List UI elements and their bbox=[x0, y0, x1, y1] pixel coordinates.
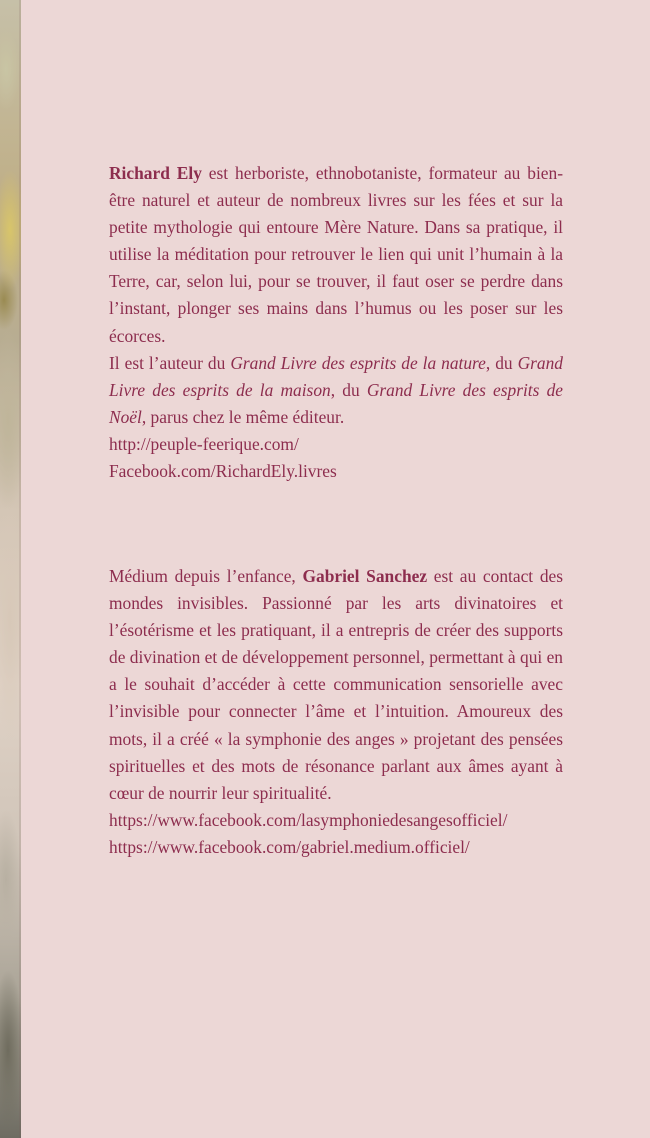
author-name: Gabriel Sanchez bbox=[302, 566, 428, 586]
facebook-link-medium[interactable]: https://www.facebook.com/gabriel.medium.officiel/ bbox=[109, 836, 470, 857]
cover-image-strip bbox=[0, 0, 21, 1138]
author-name: Richard Ely bbox=[109, 163, 202, 183]
separator-text: , du bbox=[330, 379, 367, 400]
website-link[interactable]: http://peuple-feerique.com/ bbox=[109, 433, 299, 454]
book-title: Grand Livre des esprits de la maison bbox=[109, 352, 564, 400]
author-bio-richard-ely bbox=[109, 160, 563, 485]
author-bio-gabriel-sanchez bbox=[109, 563, 563, 861]
bibliography-prefix: Il est l’auteur du bbox=[109, 352, 231, 373]
bio-paragraph bbox=[109, 160, 563, 350]
bio-paragraph bbox=[109, 563, 563, 807]
bio-text-prefix: Médium depuis l’enfance, bbox=[109, 566, 303, 586]
bio-text: est au contact des mondes invisibles. Passionné par les arts divinatoires et l’ésotérisme et les pratiquant, il a entrepris de créer des supports de divination et de développement personnel, permettant à qui en a le souhait d’accéder à cette communication sensorielle avec l’invisible pour connecter l’âme et l’intuition. Amoureux des mots, il a créé « la symphonie des anges » projetant des pensées spirituelles et des mots de résonance parlant aux âmes ayant à cœur de nourrir leur spiritualité. bbox=[109, 566, 564, 803]
separator-text: , du bbox=[485, 352, 518, 373]
facebook-link-symphonie[interactable]: https://www.facebook.com/lasymphoniedesangesofficiel/ bbox=[109, 809, 508, 830]
book-title: Grand Livre des esprits de la nature bbox=[230, 352, 486, 373]
facebook-link[interactable]: Facebook.com/RichardEly.livres bbox=[109, 461, 337, 482]
bio-text: est herboriste, ethnobotaniste, formateur au bien-être naturel et auteur de nombreux livres sur les fées et sur la petite mythologie qui entoure Mère Nature. Dans sa pratique, il utilise la méditation pour retrouver le lien qui unit l’humain à la Terre, car, selon lui, pour se trouver, il faut oser se perdre dans l’instant, plonger ses mains dans l’humus ou les poser sur les écorces. bbox=[109, 163, 563, 346]
bibliography-suffix: , parus chez le même éditeur. bbox=[141, 406, 345, 427]
book-title: Grand Livre des esprits de Noël bbox=[109, 379, 564, 427]
bibliography-paragraph bbox=[109, 350, 563, 431]
